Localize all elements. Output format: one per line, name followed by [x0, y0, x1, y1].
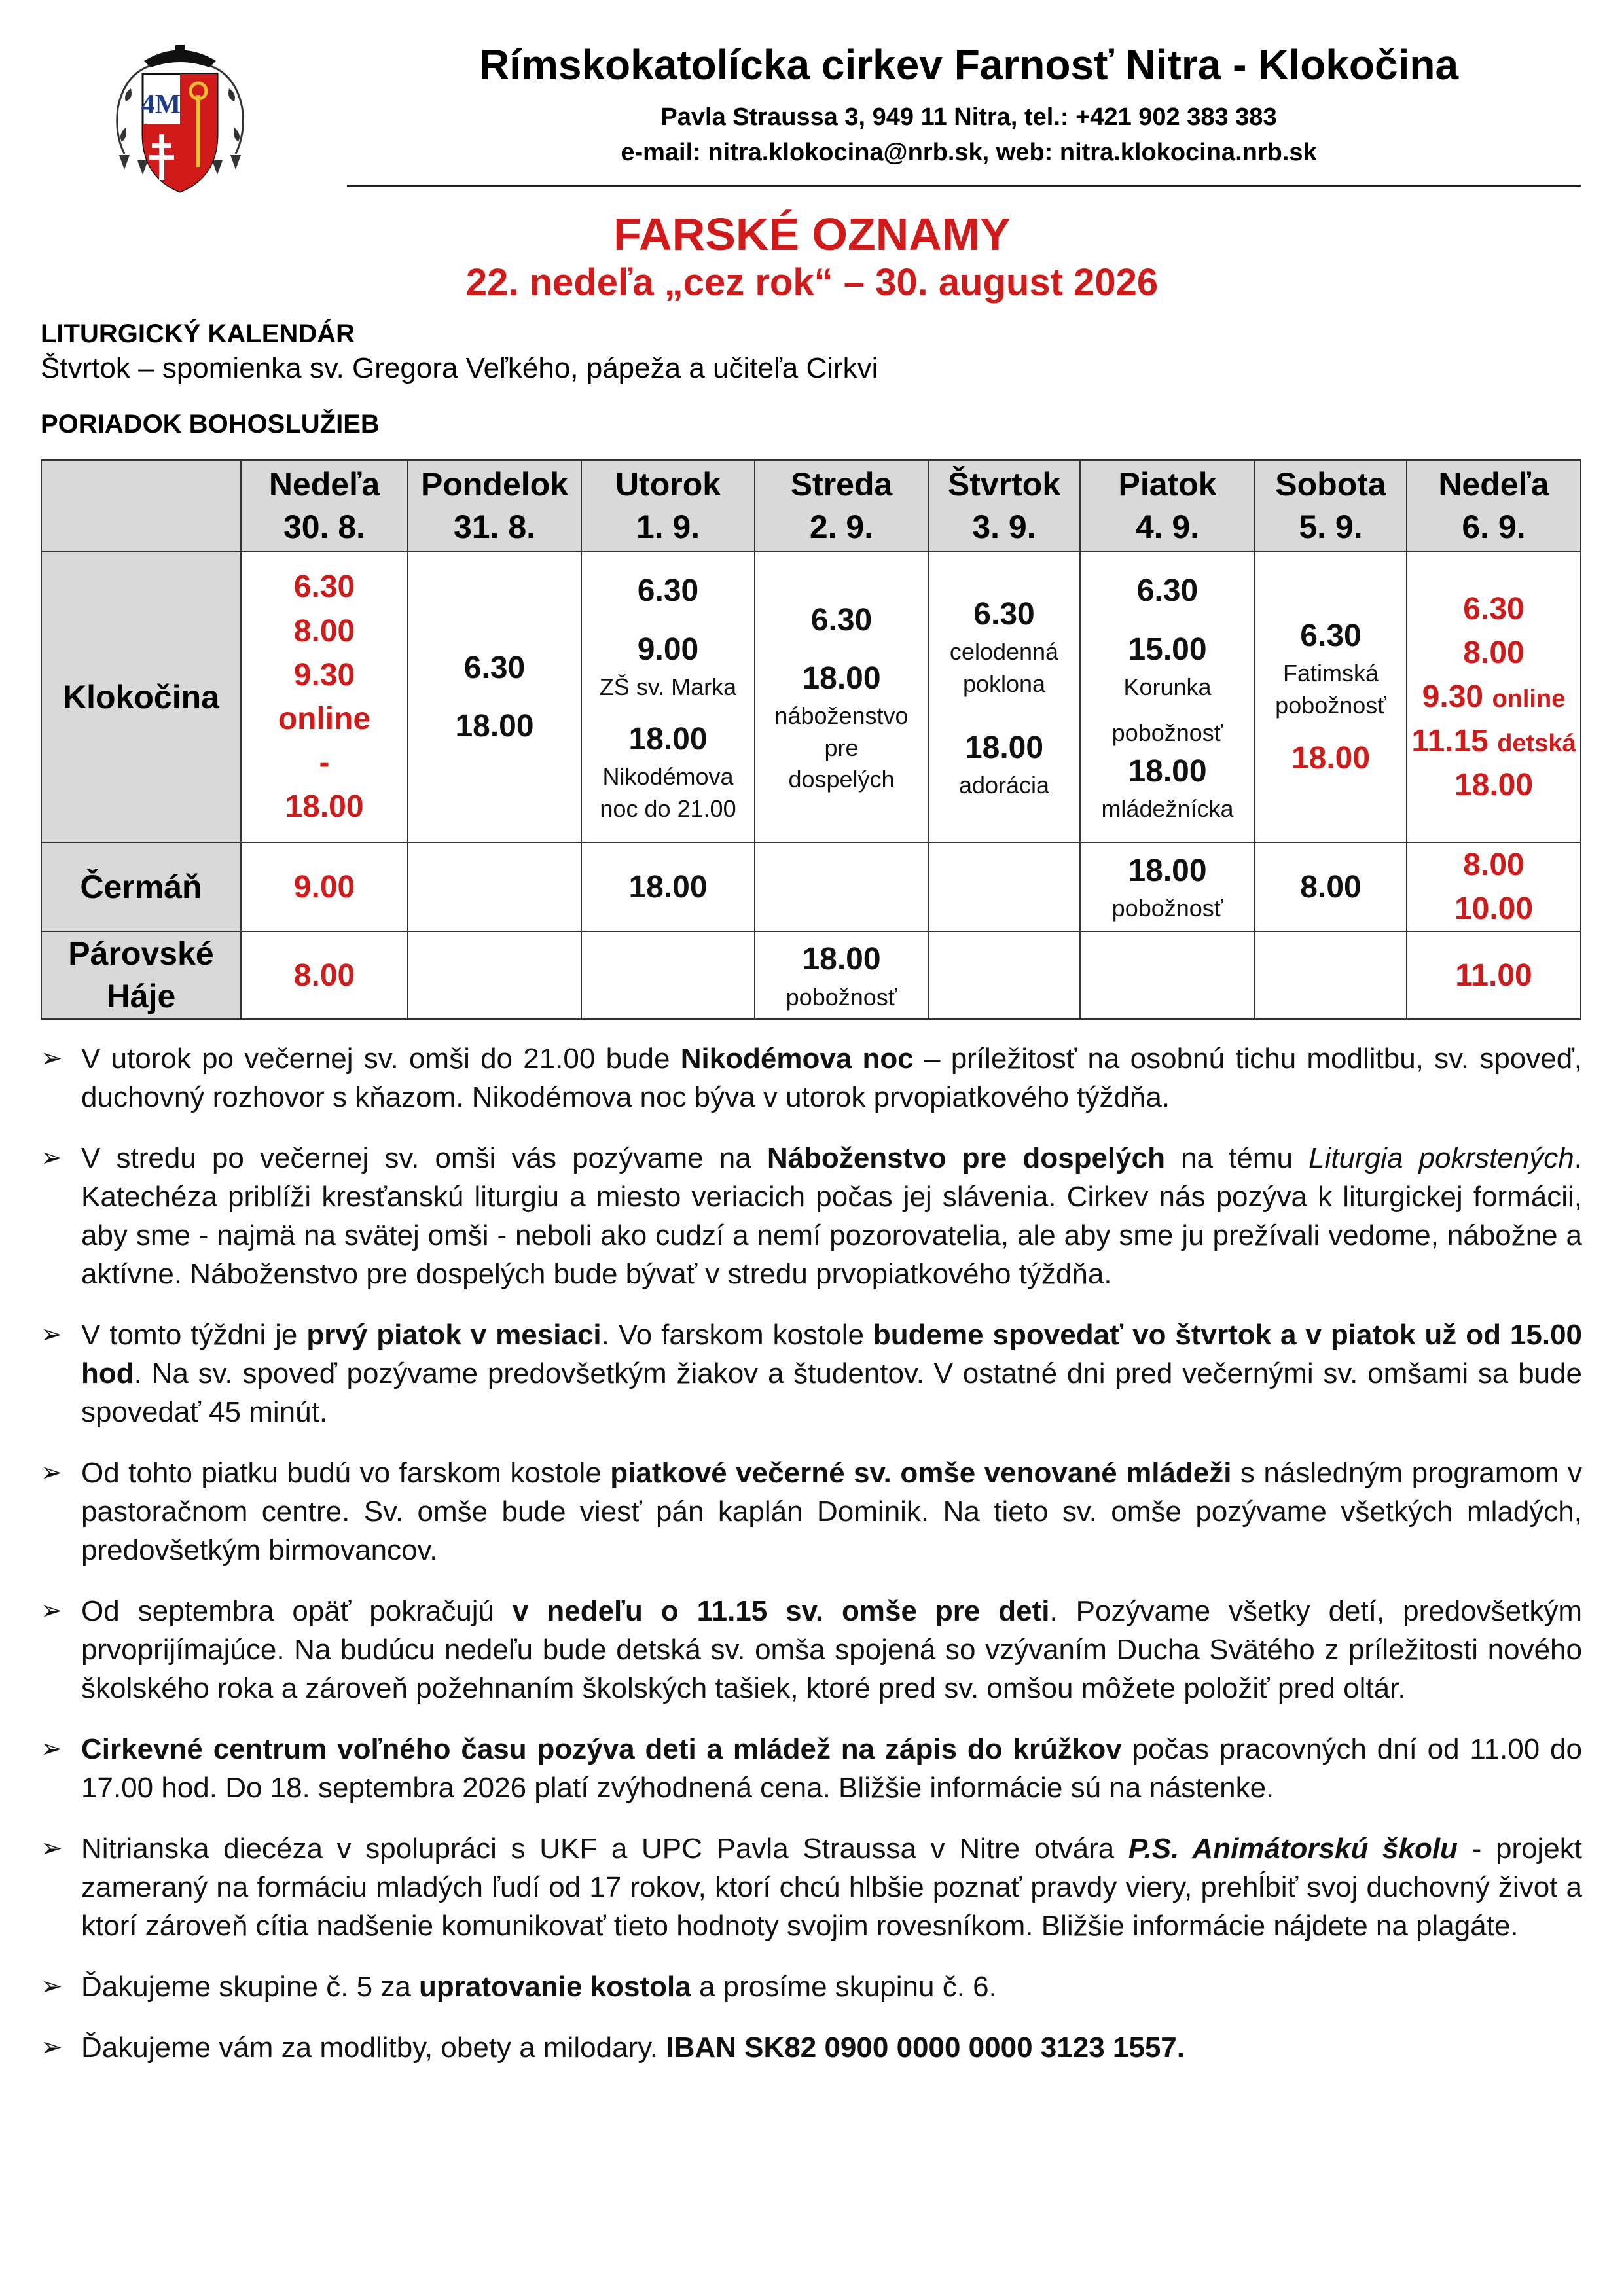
arrow-bullet-icon: ➢ — [41, 2033, 63, 2062]
table-row-parovske — [41, 931, 1581, 1019]
schedule-cell: 8.00 10.00 — [1407, 842, 1581, 931]
announcement-item: ➢ Ďakujeme skupine č. 5 za upratovanie kostola a prosíme skupinu č. 6. — [41, 1967, 1582, 2006]
arrow-bullet-icon: ➢ — [41, 1320, 63, 1349]
page-subtitle: 22. nedeľa „cez rok“ – 30. august 2026 — [465, 261, 1159, 304]
schedule-cell: 6.30 celodenná poklona 18.00 adorácia — [928, 552, 1080, 842]
announcement-item: ➢ Od septembra opäť pokračujú v nedeľu o 11.15 sv. omše pre deti. Pozývame všetky detí, predovšetkým prvoprijímajúce. Na budúcu nedeľu bude detská sv. omša spojená so vzývaním Ducha Svätého z príležitosti nového školského roka a zároveň požehnaním školských tašiek, ktoré pred sv. omšou môžete položiť pred oltár. — [41, 1592, 1582, 1708]
day-header: Štvrtok 3. 9. — [928, 460, 1080, 552]
schedule-cell: 6.30 15.00 Korunka pobožnosť 18.00 mládežnícka — [1080, 552, 1255, 842]
place-klokocina: Klokočina — [41, 552, 241, 842]
schedule-cell — [581, 931, 755, 1019]
liturgical-line: Štvrtok – spomienka sv. Gregora Veľkého, pápeža a učiteľa Cirkvi — [41, 352, 878, 384]
announcement-item: ➢ Od tohto piatku budú vo farskom kostole piatkové večerné sv. omše venované mládeži s následným programom v pastoračnom centre. Sv. omše bude viesť pán kaplán Dominik. Na tieto sv. omše pozývame všetkých mladých, predovšetkým birmovancov. — [41, 1454, 1582, 1570]
schedule-cell — [408, 842, 581, 931]
schedule-cell: 6.30 18.00 náboženstvo pre dospelých — [755, 552, 928, 842]
schedule-cell: 6.30 9.00 ZŠ sv. Marka 18.00 Nikodémova noc do 21.00 — [581, 552, 755, 842]
schedule-cell: 11.00 — [1407, 931, 1581, 1019]
header-divider — [347, 185, 1581, 187]
parish-name: Rímskokatolícka cirkev Farnosť Nitra - Klokočina — [478, 41, 1459, 88]
announcement-item: ➢ Ďakujeme vám za modlitby, obety a milodary. IBAN SK82 0900 0000 0000 3123 1557. — [41, 2028, 1582, 2067]
svg-text:4M: 4M — [141, 90, 181, 120]
arrow-bullet-icon: ➢ — [41, 1143, 63, 1172]
schedule-cell: 18.00 pobožnosť — [1080, 842, 1255, 931]
schedule-heading: PORIADOK BOHOSLUŽIEB — [41, 410, 380, 439]
schedule-cell — [928, 842, 1080, 931]
arrow-bullet-icon: ➢ — [41, 1458, 63, 1487]
schedule-cell — [928, 931, 1080, 1019]
schedule-cell: 6.30 18.00 — [408, 552, 581, 842]
schedule-cell — [755, 842, 928, 931]
announcement-item: ➢ Nitrianska diecéza v spolupráci s UKF a UPC Pavla Straussa v Nitre otvára P.S. Animátorskú školu - projekt zameraný na formáciu mladých ľudí od 17 rokov, ktorí chcú hlbšie poznať pravdy viery, prehĺbiť svoj duchovný život a ktorí zároveň cítia nadšenie komunikovať tieto hodnoty svojim rovesníkom. Bližšie informácie nájdete na plagáte. — [41, 1829, 1582, 1945]
announcements-list — [41, 1039, 1582, 2089]
schedule-cell: 18.00 — [581, 842, 755, 931]
arrow-bullet-icon: ➢ — [41, 1596, 63, 1625]
day-header: Nedeľa 30. 8. — [241, 460, 408, 552]
announcement-item: ➢ V utorok po večernej sv. omši do 21.00 bude Nikodémova noc – príležitosť na osobnú tichu modlitbu, sv. spoveď, duchovný rozhovor s kňazom. Nikodémova noc býva v utorok prvopiatkového týždňa. — [41, 1039, 1582, 1117]
corner-cell — [41, 460, 241, 552]
table-row-klokocina — [41, 552, 1581, 842]
day-header: Nedeľa 6. 9. — [1407, 460, 1581, 552]
schedule-cell: 6.30 Fatimská pobožnosť 18.00 — [1255, 552, 1407, 842]
table-header-row — [41, 460, 1581, 552]
arrow-bullet-icon: ➢ — [41, 1734, 63, 1763]
place-cerman: Čermáň — [41, 842, 241, 931]
parish-address: Pavla Straussa 3, 949 11 Nitra, tel.: +421 902 383 383 — [660, 103, 1277, 131]
parish-crest-icon — [98, 36, 262, 200]
announcement-item: ➢ V tomto týždni je prvý piatok v mesiaci. Vo farskom kostole budeme spovedať vo štvrtok a v piatok už od 15.00 hod. Na sv. spoveď pozývame predovšetkým žiakov a študentov. V ostatné dni pred večernými sv. omšami sa bude spovedať 45 minút. — [41, 1316, 1582, 1431]
table-row-cerman — [41, 842, 1581, 931]
schedule-cell — [408, 931, 581, 1019]
day-header: Sobota 5. 9. — [1255, 460, 1407, 552]
day-header: Piatok 4. 9. — [1080, 460, 1255, 552]
schedule-cell: 8.00 — [241, 931, 408, 1019]
announcement-item: ➢ Cirkevné centrum voľného času pozýva deti a mládež na zápis do krúžkov počas pracovných dní od 11.00 do 17.00 hod. Do 18. septembra 2026 platí zvýhodnená cena. Bližšie informácie sú na nástenke. — [41, 1730, 1582, 1807]
schedule-cell — [1080, 931, 1255, 1019]
schedule-cell: 18.00 pobožnosť — [755, 931, 928, 1019]
day-header: Utorok 1. 9. — [581, 460, 755, 552]
arrow-bullet-icon: ➢ — [41, 1972, 63, 2001]
schedule-cell: 6.30 8.00 9.30 online 11.15 detská 18.00 — [1407, 552, 1581, 842]
day-header: Pondelok 31. 8. — [408, 460, 581, 552]
place-parovske-haje: Párovské Háje — [41, 931, 241, 1019]
announcement-item: ➢ V stredu po večernej sv. omši vás pozývame na Náboženstvo pre dospelých na tému Liturgia pokrstených. Katechéza priblíži kresťanskú liturgiu a miesto veriacich počas jej slávenia. Cirkev nás pozýva k liturgickej formácii, aby sme - najmä na svätej omši - neboli ako cudzí a nemí pozorovatelia, ale aby sme ju prežívali vedome, nábožne a aktívne. Náboženstvo pre dospelých bude bývať v stredu prvopiatkového týždňa. — [41, 1139, 1582, 1293]
day-header: Streda 2. 9. — [755, 460, 928, 552]
liturgical-heading: LITURGICKÝ KALENDÁR — [41, 319, 355, 348]
parish-contact: e-mail: nitra.klokocina@nrb.sk, web: nitra.klokocina.nrb.sk — [621, 139, 1317, 166]
arrow-bullet-icon: ➢ — [41, 1834, 63, 1863]
schedule-cell: 9.00 — [241, 842, 408, 931]
mass-schedule-table — [41, 459, 1581, 1020]
arrow-bullet-icon: ➢ — [41, 1044, 63, 1073]
page-title: FARSKÉ OZNAMY — [613, 209, 1011, 260]
schedule-cell — [1255, 931, 1407, 1019]
schedule-cell: 6.30 8.00 9.30 online - 18.00 — [241, 552, 408, 842]
schedule-cell: 8.00 — [1255, 842, 1407, 931]
